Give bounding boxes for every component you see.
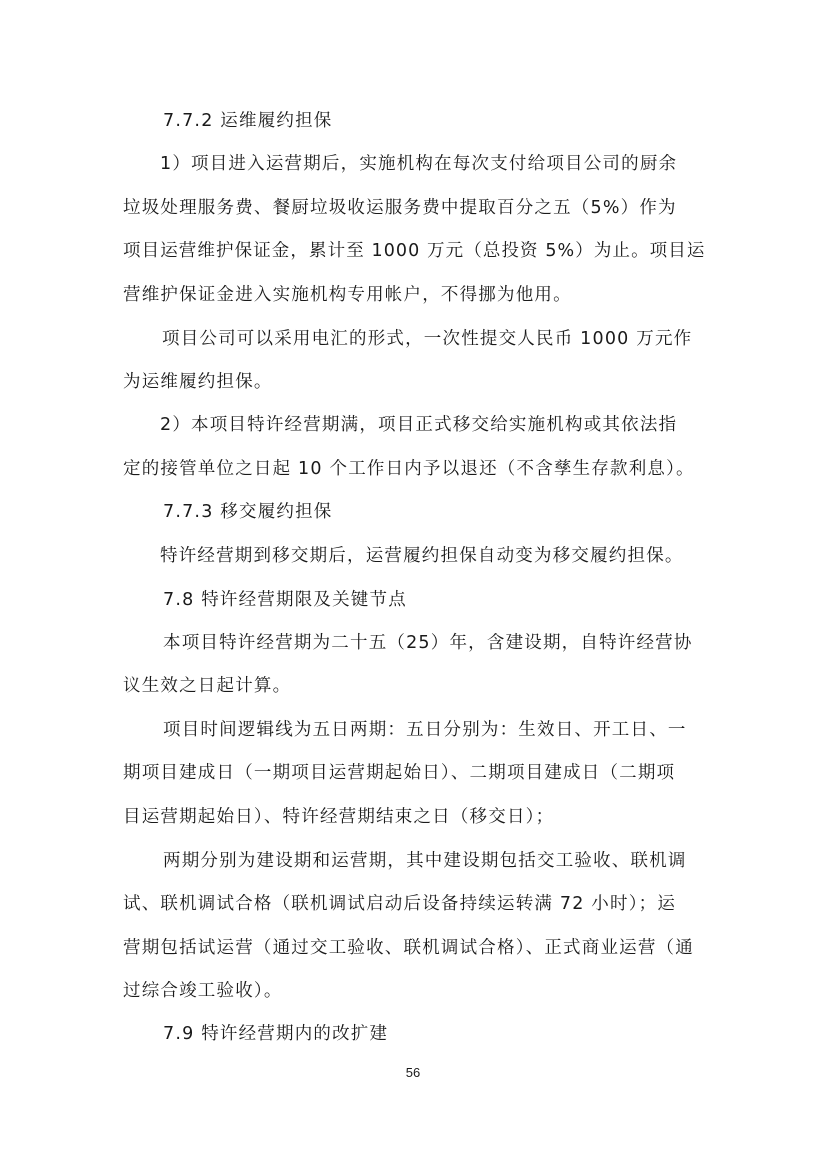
paragraph-line: 议生效之日起计算。 [123,676,292,696]
paragraph-line: 特许经营期到移交期后，运营履约担保自动变为移交履约担保。 [160,546,684,566]
paragraph-line: 过综合竣工验收）。 [123,981,283,1001]
paragraph-line: 项目公司可以采用电汇的形式，一次性提交人民币 1000 万元作 [162,329,693,349]
paragraph-line: 2）本项目特许经营期满，项目正式移交给实施机构或其依法指 [160,415,678,435]
paragraph-line: 本项目特许经营期为二十五（25）年，含建设期，自特许经营协 [163,633,693,653]
paragraph-line: 项目运营维护保证金，累计至 1000 万元（总投资 5%）为止。项目运 [123,241,706,261]
paragraph-line: 项目时间逻辑线为五日两期：五日分别为：生效日、开工日、一 [163,720,687,740]
paragraph-line: 定的接管单位之日起 10 个工作日内予以退还（不含孳生存款利息）。 [123,459,695,479]
heading-7-9: 7.9 特许经营期内的改扩建 [163,1024,389,1044]
heading-7-8: 7.8 特许经营期限及关键节点 [163,590,407,610]
paragraph-line: 试、联机调试合格（联机调试启动后设备持续运转满 72 小时）；运 [123,894,677,914]
heading-7-7-2: 7.7.2 运维履约担保 [163,111,333,131]
paragraph-line: 1）项目进入运营期后，实施机构在每次支付给项目公司的厨余 [160,154,678,174]
paragraph-line: 营维护保证金进入实施机构专用帐户，不得挪为他用。 [123,285,572,305]
paragraph-line: 两期分别为建设期和运营期，其中建设期包括交工验收、联机调 [163,851,687,871]
paragraph-line: 营期包括试运营（通过交工验收、联机调试合格）、正式商业运营（通 [123,938,694,958]
paragraph-line: 垃圾处理服务费、餐厨垃圾收运服务费中提取百分之五（5%）作为 [123,198,677,218]
page-number: 56 [405,1065,421,1080]
paragraph-line: 为运维履约担保。 [123,372,273,392]
paragraph-line: 期项目建成日（一期项目运营期起始日）、二期项目建成日（二期项 [123,763,676,783]
paragraph-line: 目运营期起始日）、特许经营期结束之日（移交日）； [123,807,555,827]
heading-7-7-3: 7.7.3 移交履约担保 [163,502,333,522]
